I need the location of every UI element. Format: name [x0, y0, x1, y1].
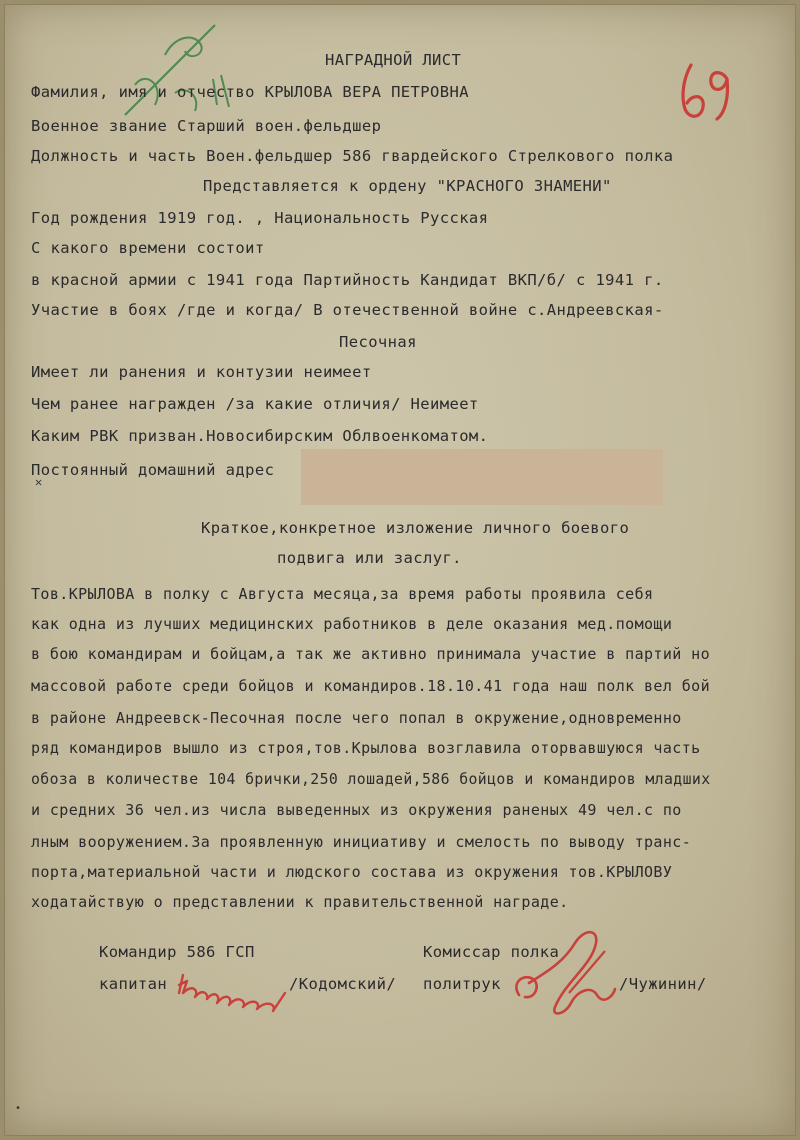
- redacted-address-block: [301, 449, 663, 505]
- body-line: в бою командирам и бойцам,а так же активно принимала участие в партий но: [31, 645, 711, 663]
- award-line: Представляется к ордену "КРАСНОГО ЗНАМЕНИ": [203, 177, 612, 195]
- awards-line: Чем ранее награжден /за какие отличия/ Неимеет: [31, 395, 479, 413]
- commissar-signature: [505, 923, 625, 1023]
- body-line: как одна из лучших медицинских работников в деле оказания мед.помощи: [31, 615, 673, 633]
- body-line: порта,материальной части и людского состава из окружения тов.КРЫЛОВУ: [31, 863, 673, 881]
- body-line: в районе Андреевск-Песочная после чего попал в окружение,одновременно: [31, 709, 682, 727]
- wounds-line: Имеет ли ранения и контузии неимеет: [31, 363, 372, 381]
- address-line: Постоянный домашний адрес: [31, 461, 275, 479]
- body-line: массовой работе среди бойцов и командиров.18.10.41 года наш полк вел бой: [31, 677, 711, 695]
- commander-rank: капитан: [99, 975, 168, 993]
- body-line: Тов.КРЫЛОВА в полку с Августа месяца,за время работы проявила себя: [31, 585, 654, 603]
- birth-line: Год рождения 1919 год. , Национальность Русская: [31, 209, 489, 227]
- document-title: НАГРАДНОЙ ЛИСТ: [325, 51, 462, 69]
- commander-signature: [173, 963, 293, 1013]
- battles-line-cont: Песочная: [339, 333, 417, 351]
- award-sheet: [4, 4, 796, 1136]
- commander-title: Командир 586 ГСП: [99, 943, 255, 961]
- body-line: ходатайствую о представлении к правительственной награде.: [31, 893, 569, 911]
- body-line: обоза в количестве 104 брички,250 лошадей,586 бойцов и командиров младших: [31, 771, 711, 788]
- section-title-line1: Краткое,конкретное изложение личного боевого: [201, 519, 630, 537]
- section-title-line2: подвига или заслуг.: [277, 549, 462, 567]
- commissar-title: Комиссар полка: [423, 943, 560, 961]
- body-line: лным вооружением.За проявленную инициативу и смелость по выводу транс-: [31, 833, 692, 851]
- sheet-number-handwritten: [677, 57, 737, 127]
- rvk-line: Каким РВК призван.Новосибирским Облвоенкоматом.: [31, 427, 489, 445]
- post-line: Должность и часть Воен.фельдшер 586 гвардейского Стрелкового полка: [31, 147, 674, 165]
- battles-line: Участие в боях /где и когда/ В отечественной войне с.Андреевская-: [31, 301, 664, 319]
- commissar-name: /Чужинин/: [619, 975, 707, 993]
- commissar-rank: политрук: [423, 975, 501, 993]
- stray-mark: •: [15, 1103, 22, 1114]
- body-line: и средних 36 чел.из числа выведенных из окружения раненых 49 чел.с по: [31, 801, 682, 819]
- name-line: Фамилия, имя и отчество КРЫЛОВА ВЕРА ПЕТРОВНА: [31, 83, 469, 101]
- commander-name: /Кодомский/: [289, 975, 397, 993]
- rank-line: Военное звание Старший воен.фельдшер: [31, 117, 382, 135]
- body-line: ряд командиров вышло из строя,тов.Крылова возглавила оторвавшуюся часть: [31, 739, 701, 757]
- green-pencil-annotation: [105, 15, 255, 125]
- since-line: С какого времени состоит: [31, 239, 265, 257]
- stray-mark: ✕: [35, 475, 43, 489]
- army-line: в красной армии с 1941 года Партийность Кандидат ВКП/б/ с 1941 г.: [31, 271, 664, 289]
